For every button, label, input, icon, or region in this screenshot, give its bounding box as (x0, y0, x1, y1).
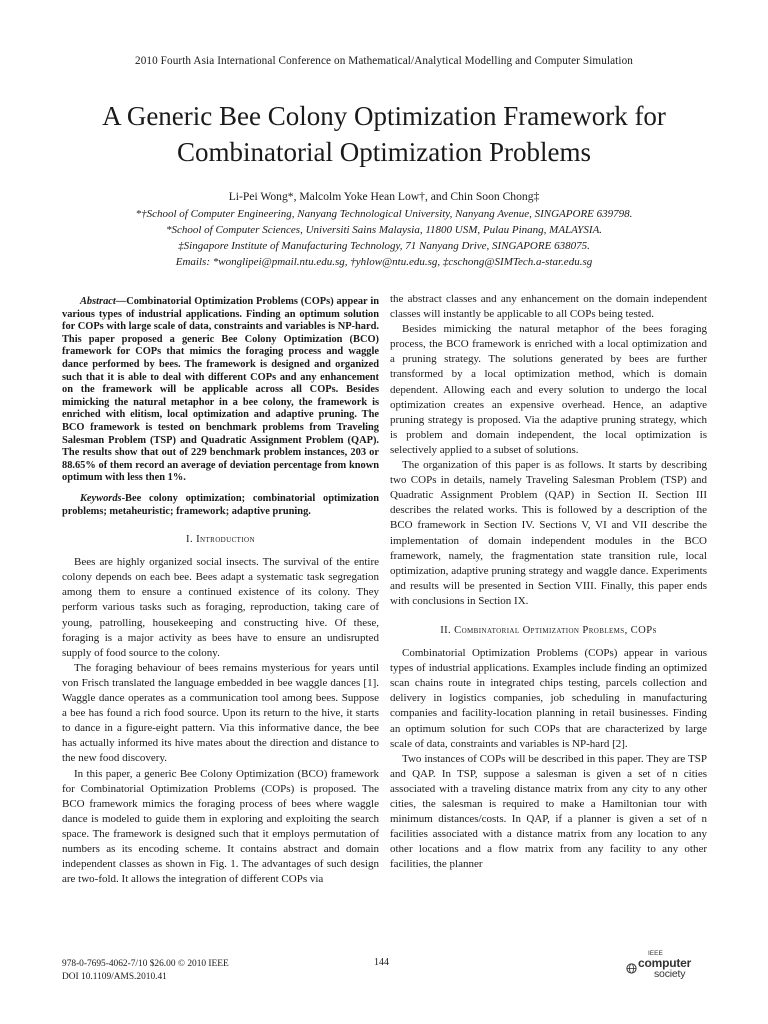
section-heading-introduction: I. Introduction (186, 534, 255, 546)
intro-paragraph-3-continued: the abstract classes and any enhancement on the domain independent classes will instantly be applicable to all COPs being tested. (390, 293, 707, 321)
intro-paragraph-2: The foraging behaviour of bees remains mysterious for years until von Frisch translated the language embedded in bee waggle dances [1]. Waggle dance operates as a communication tool among bees. Suppose a bee has found a rich food source. Upon its return to the hive, it starts to dance in a figure-eight pattern. Via this informative dance, the bee has actually informed its hive mates about the direction and distance to the new food discovery. (62, 661, 379, 765)
affiliations (0, 206, 768, 270)
section-heading-cops: II. Combinatorial Optimization Problems, COPs (440, 624, 657, 636)
abstract-text: —Combinatorial Optimization Problems (COPs) appear in various types of industrial applications. Finding an optimum solution for COPs with large scale of data, constraints and variables is NP-hard. This paper proposed a generic Bee Colony Optimization (BCO) framework for COPs that mimics the foraging process and waggle dance performed by bees. The framework is designed and organized such that it is able to deal with different COPs and any enhancement on the framework will be applicable across all COPs. Besides mimicking the natural metaphor in a bee colony, the framework is enriched with elitism, local optimization and adaptive pruning. The BCO framework is tested on benchmark problems from Traveling Salesman Problem (TSP) and Quadratic Assignment Problem (QAP). The results show that out of 229 benchmark problem instances, 203 or 88.65% of them record an average of deviation percentage from known optimum with less then 1%. (62, 296, 379, 484)
left-column (62, 292, 379, 887)
logo-text-society: society (654, 968, 686, 980)
page-number: 144 (374, 957, 389, 968)
ieee-computer-society-logo (626, 950, 706, 982)
logo-text-computer: computer (638, 956, 692, 970)
cops-paragraph-2: Two instances of COPs will be described in this paper. They are TSP and QAP. In TSP, suppose a salesman is given a set of n cities associated with a traveling distance matrix from any city to any other cities, the salesman is required to make a Hamiltonian tour with minimum distances/costs. In QAP, if a planner is given a set of n facilities associated with a distance matrix from any location to any other locations and a flow matrix from any facility to any other facilities, the planner (390, 752, 707, 871)
intro-paragraph-3: In this paper, a generic Bee Colony Optimization (BCO) framework for Combinatorial Optimization Problems (COPs) is proposed. The BCO framework mimics the foraging process of bees where waggle dance is modeled to guide them in exploring and exploiting the search space. The framework is designed such that it employs permutation of numbers as its encoding scheme. It contains abstract and domain independent classes as shown in Fig. 1. The advantages of such design are two-fold. It allows the integration of different COPs via (62, 767, 379, 886)
affiliation-line-2: *School of Computer Sciences, Universiti Sains Malaysia, 11800 USM, Pulau Pinang, MALAYSIA. (165, 224, 603, 236)
title-line-2: Combinatorial Optimization Problems (177, 137, 591, 167)
footer-isbn: 978-0-7695-4062-7/10 $26.00 © 2010 IEEE (62, 959, 229, 969)
affiliation-line-1: *†School of Computer Engineering, Nanyang Technological University, Nanyang Avenue, SINGAPORE 639798. (135, 208, 633, 220)
logo-text-ieee: IEEE (648, 950, 663, 957)
keywords-label: Keywords (80, 492, 122, 504)
intro-paragraph-5: The organization of this paper is as follows. It starts by describing two COPs in details, namely Traveling Salesman Problem (TSP) and Quadratic Assignment Problem (QAP) in Section II. Section III describes the related works. This is followed by a description of the BCO framework in Section IV. Sections V, VI and VII describe the implementation of domain independent modules in the BCO framework, namely, the fragmentation state transition rule, local optimization, adaptive pruning strategy and waggle dance. Experiments and results will be presented in Section VIII. Finally, this paper ends with conclusions in Section IX. (390, 459, 707, 607)
intro-paragraph-4: Besides mimicking the natural metaphor of the bees foraging process, the BCO framework is enriched with a local optimization and a pruning strategy. The solutions generated by bees are further transformed by a local optimization method, which is domain dependent. Allowing each and every solution to undergo the local optimization creates an expensive overhead. Hence, an adaptive pruning strategy is proposed. Via the adaptive pruning strategy, which is problem and domain independent, the local optimization is selectively applied to a subset of solutions. (390, 323, 707, 456)
affiliation-line-3: ‡Singapore Institute of Manufacturing Technology, 71 Nanyang Drive, SINGAPORE 638075. (178, 240, 590, 252)
cops-paragraph-1: Combinatorial Optimization Problems (COPs) appear in various types of industrial applications. Examples include finding an optimized scan chains route in integrated chips testing, parcels collection and delivery in logistics companies, job scheduling in manufacturing companies and facility-location planning in retail businesses. Finding an optimum solution for such COPs that are characterized by large scale of data, constraints and variables is NP-hard [2]. (390, 647, 707, 750)
abstract-label: Abstract (80, 296, 116, 307)
intro-paragraph-1: Bees are highly organized social insects. The survival of the entire colony depends on each bee. Bees adapt a systematic task segregation among them to ensure a continued existence of its colony. They perform various tasks such as foraging, reproduction, taking care of young, patrolling, housekeeping and constructing hive. Of these, foraging is a major activity as bees have to ensure an undisrupted supply of food source to the colony. (62, 556, 379, 659)
author-list: Li-Pei Wong*, Malcolm Yoke Hean Low†, and Chin Soon Chong‡ (228, 190, 540, 203)
affiliation-emails: Emails: *wonglipei@pmail.ntu.edu.sg, †yhlow@ntu.edu.sg, ‡cschong@SIMTech.a-star.edu.sg (175, 256, 593, 268)
title-line-1: A Generic Bee Colony Optimization Framework for (102, 101, 666, 131)
paper-title (40, 98, 728, 170)
globe-icon (626, 961, 637, 979)
footer-copyright (62, 958, 229, 984)
abstract (62, 296, 379, 485)
keywords (62, 493, 379, 518)
footer-doi: DOI 10.1109/AMS.2010.41 (62, 972, 167, 982)
keywords-text: -Bee colony optimization; combinatorial optimization problems; metaheuristic; framework; adaptive pruning. (62, 492, 379, 517)
right-column (390, 292, 707, 872)
conference-header: 2010 Fourth Asia International Conference on Mathematical/Analytical Modelling and Computer Simulation (135, 55, 633, 67)
